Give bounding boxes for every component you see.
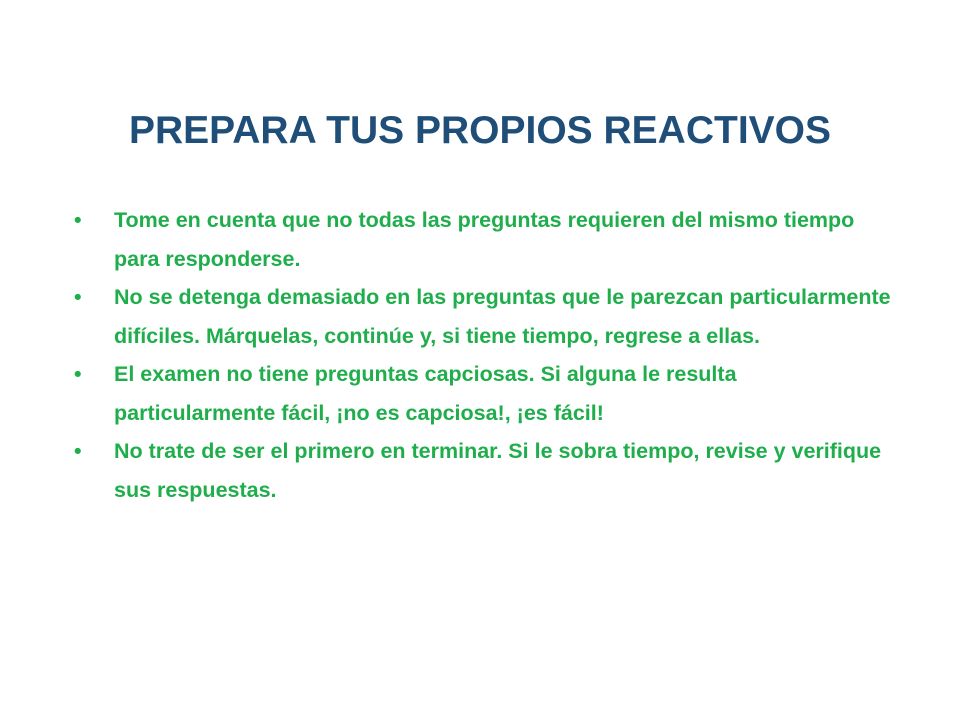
bullet-item: [72, 278, 902, 355]
bullet-text: No se detenga demasiado en las preguntas que le parezcan particularmente difíciles. Márquelas, continúe y, si tiene tiempo, regrese a ellas.: [114, 285, 891, 348]
bullet-text: El examen no tiene preguntas capciosas. Si alguna le resulta particularmente fácil, ¡no es capciosa!, ¡es fácil!: [114, 362, 737, 425]
bullet-text: Tome en cuenta que no todas las preguntas requieren del mismo tiempo para responderse.: [114, 208, 855, 271]
bullet-item: [72, 355, 902, 432]
bullet-dot-icon: •: [74, 285, 82, 309]
bullet-item: [72, 432, 902, 509]
slide-title: PREPARA TUS PROPIOS REACTIVOS: [128, 109, 832, 152]
bullet-item: [72, 201, 902, 278]
bullet-dot-icon: •: [74, 362, 82, 386]
bullet-text: No trate de ser el primero en terminar. Si le sobra tiempo, revise y verifique sus respuestas.: [114, 439, 882, 502]
bullet-dot-icon: •: [74, 208, 82, 232]
bullet-list: [72, 201, 902, 509]
bullet-dot-icon: •: [74, 439, 82, 463]
